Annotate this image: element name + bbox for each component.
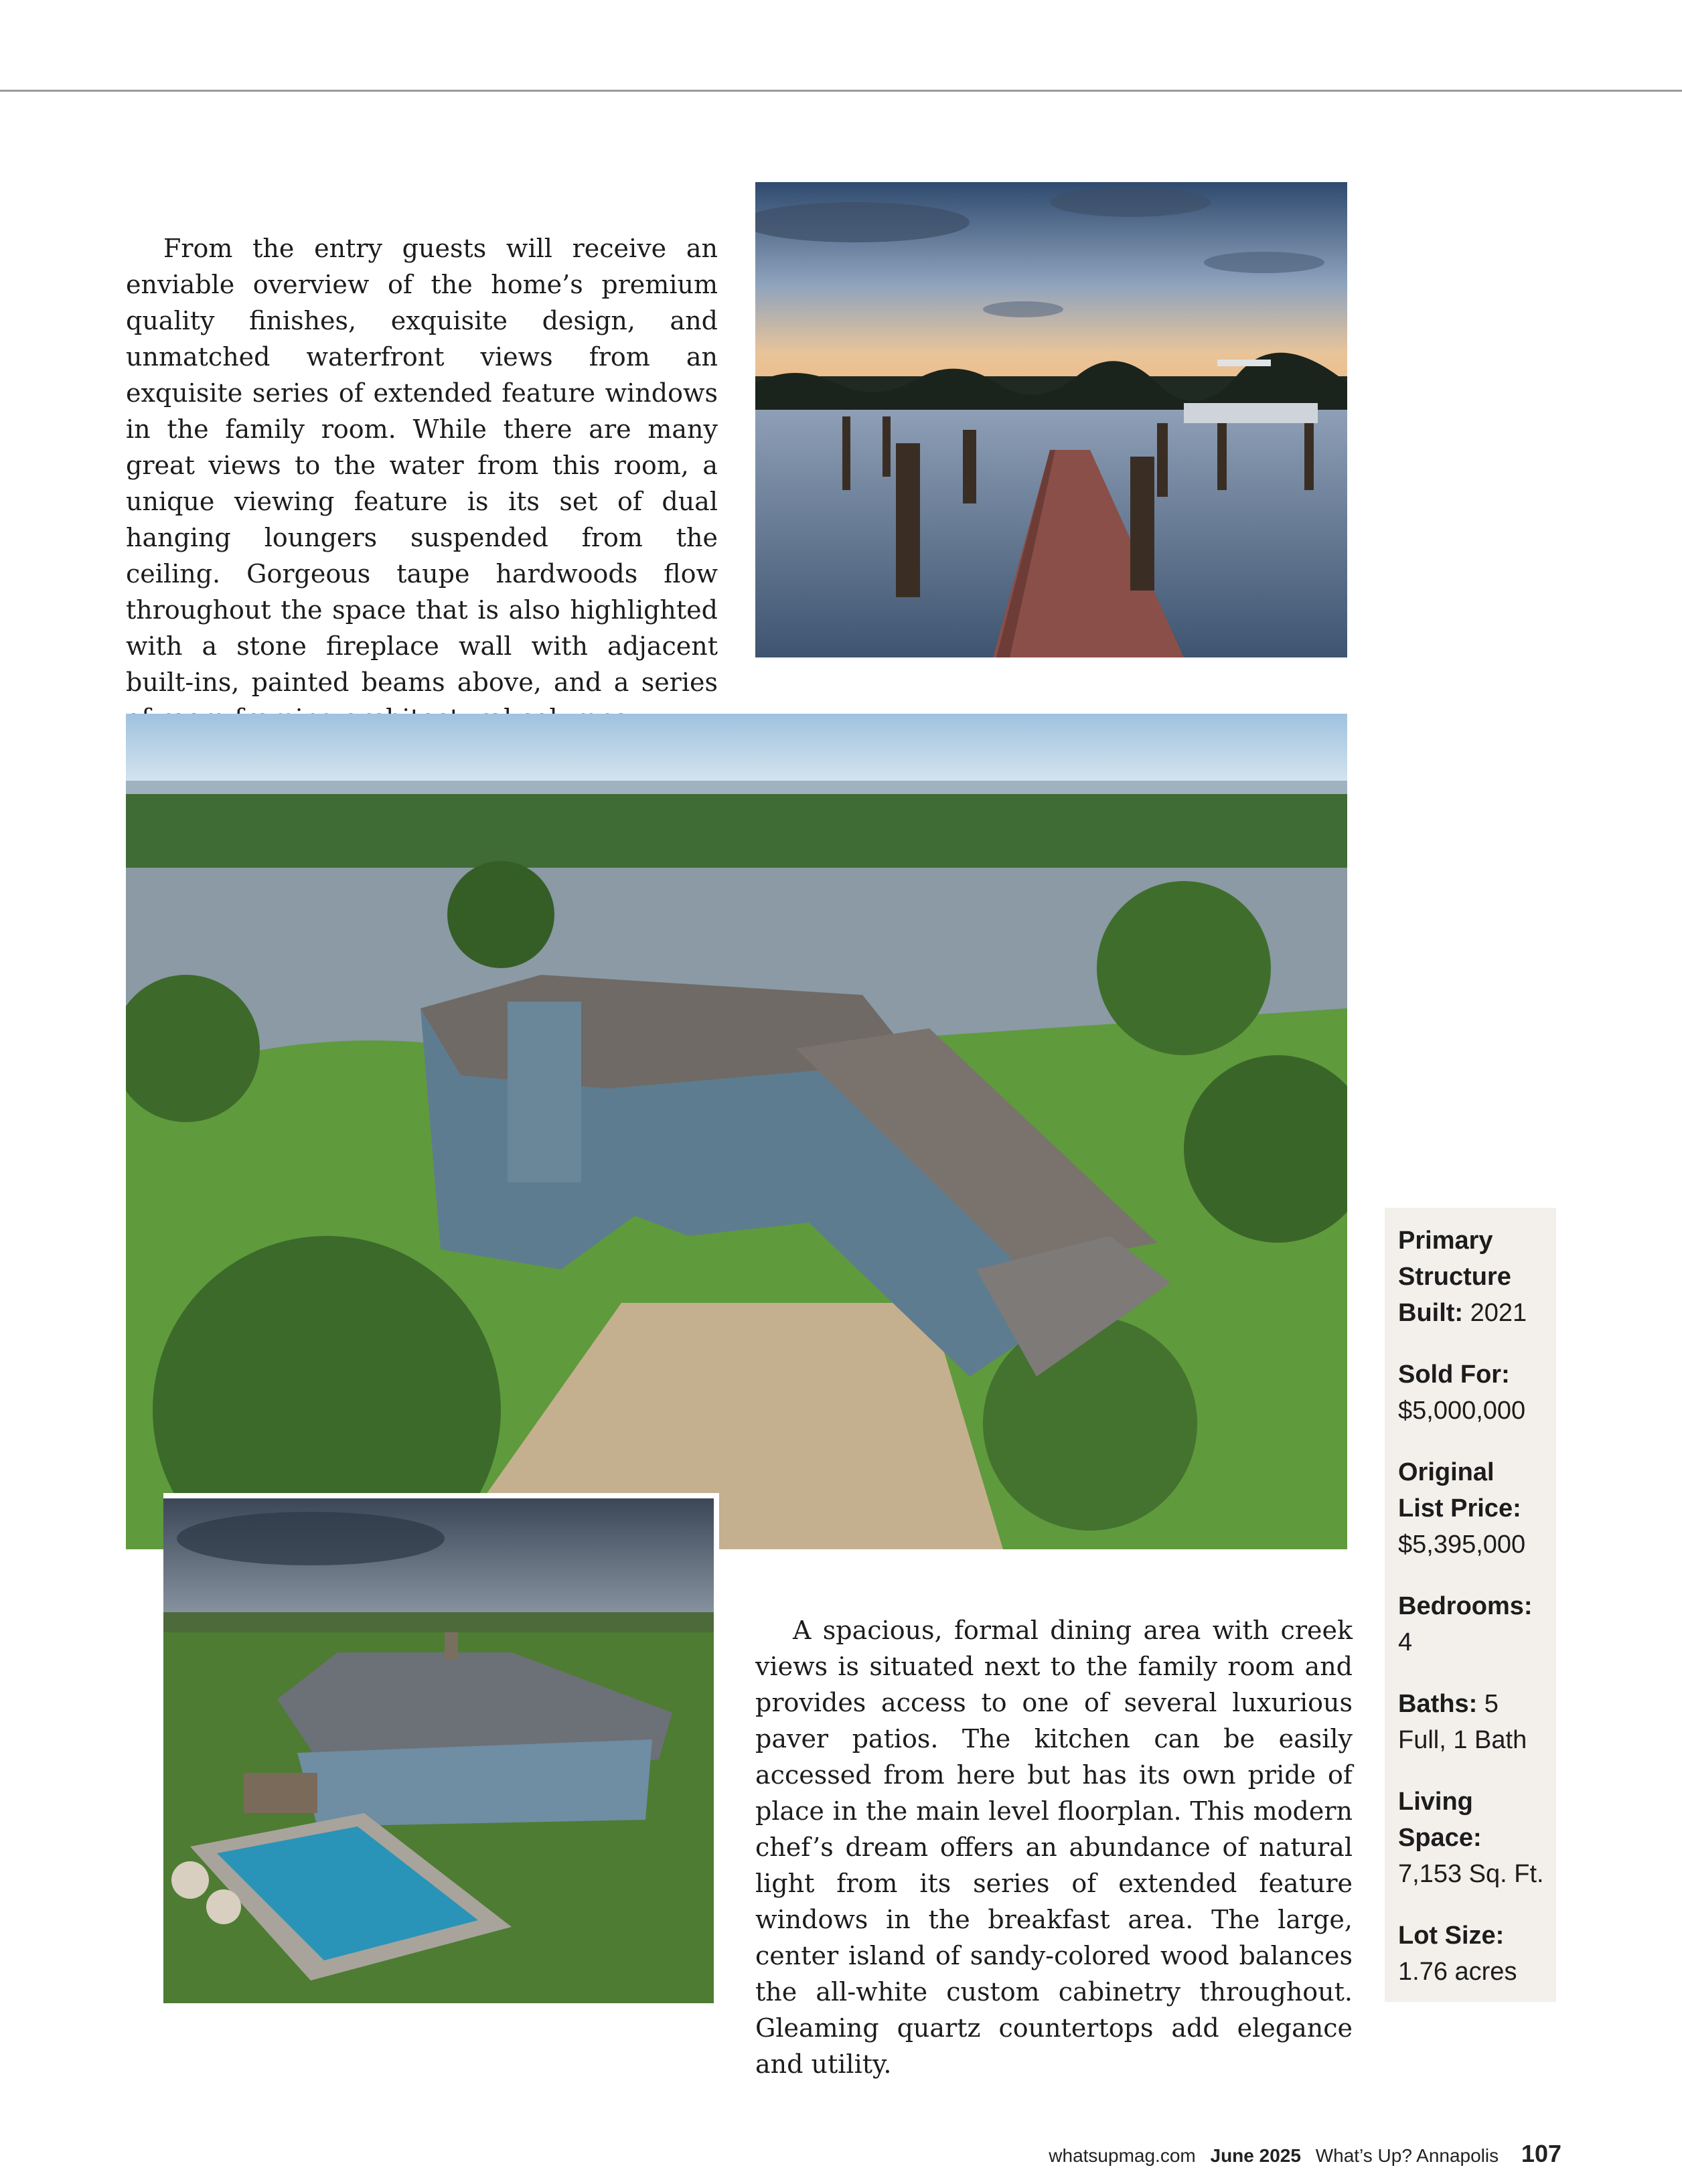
stat-built-label: Primary Structure Built:	[1398, 1227, 1511, 1327]
stat-built	[1398, 1223, 1544, 1331]
aerial-house-photo	[126, 714, 1347, 1549]
pool-aerial-photo	[163, 1493, 719, 2003]
footer-site: whatsupmag.com	[1049, 2145, 1196, 2166]
dock-sunset-photo	[755, 182, 1347, 657]
property-facts-sidebar	[1385, 1208, 1556, 2002]
stat-living-space-value: 7,153 Sq. Ft.	[1398, 1860, 1544, 1888]
stat-sold	[1398, 1356, 1544, 1429]
stat-baths-label: Baths:	[1398, 1690, 1478, 1718]
stat-bedrooms	[1398, 1588, 1544, 1660]
stat-bedrooms-label: Bedrooms:	[1398, 1592, 1533, 1620]
stat-lot-size-label: Lot Size:	[1398, 1922, 1505, 1950]
stat-living-space-label: Living Space:	[1398, 1788, 1482, 1852]
stat-living-space	[1398, 1784, 1544, 1892]
body-paragraph-family-room: From the entry guests will receive an enviable overview of the home’s premium quality finishes, exquisite design, and unmatched waterfront views from an exquisite series of extended feature windows in the family room. While there are many great views to the water from this room, a unique viewing feature is its set of dual hanging loungers suspended from the ceiling. Gorgeous taupe hardwoods flow throughout the space that is also highlighted with a stone fireplace wall with adjacent built-ins, painted beams above, and a series	[126, 234, 718, 697]
stat-list-price-value: $5,395,000	[1398, 1531, 1526, 1559]
stat-list-price	[1398, 1454, 1544, 1563]
stat-baths	[1398, 1686, 1544, 1758]
footer-magazine: What’s Up? Annapolis	[1315, 2145, 1499, 2166]
top-rule	[0, 90, 1682, 92]
stat-bedrooms-value: 4	[1398, 1628, 1413, 1656]
page-number: 107	[1521, 2140, 1561, 2167]
stat-lot-size-value: 1.76 acres	[1398, 1958, 1517, 1986]
footer-issue: June 2025	[1210, 2145, 1301, 2166]
stat-built-value: 2021	[1470, 1299, 1527, 1327]
stat-baths-value: 5 Full, 1 Bath	[1398, 1690, 1527, 1754]
stat-lot-size	[1398, 1918, 1544, 1990]
stat-sold-label: Sold For:	[1398, 1360, 1510, 1389]
stat-sold-value: $5,000,000	[1398, 1397, 1526, 1425]
page-footer	[1049, 2140, 1561, 2168]
stat-list-price-label: Original List Price:	[1398, 1458, 1521, 1523]
body-paragraph-dining-kitchen: A spacious, formal dining area with creek views is situated next to the family room and provides access to one of several luxurious paver patios. The kitchen can be easily accessed from here but has its own pride of place in the main level floorplan. This modern chef’s dream offers an abundance of natural light from its series of extended feature windows in the breakfast area. The large, center island of sandy-colored wood balances the all-white custom cabinetry throughout. Gleaming quartz countertops add elegance and utility.	[755, 1616, 1353, 2079]
